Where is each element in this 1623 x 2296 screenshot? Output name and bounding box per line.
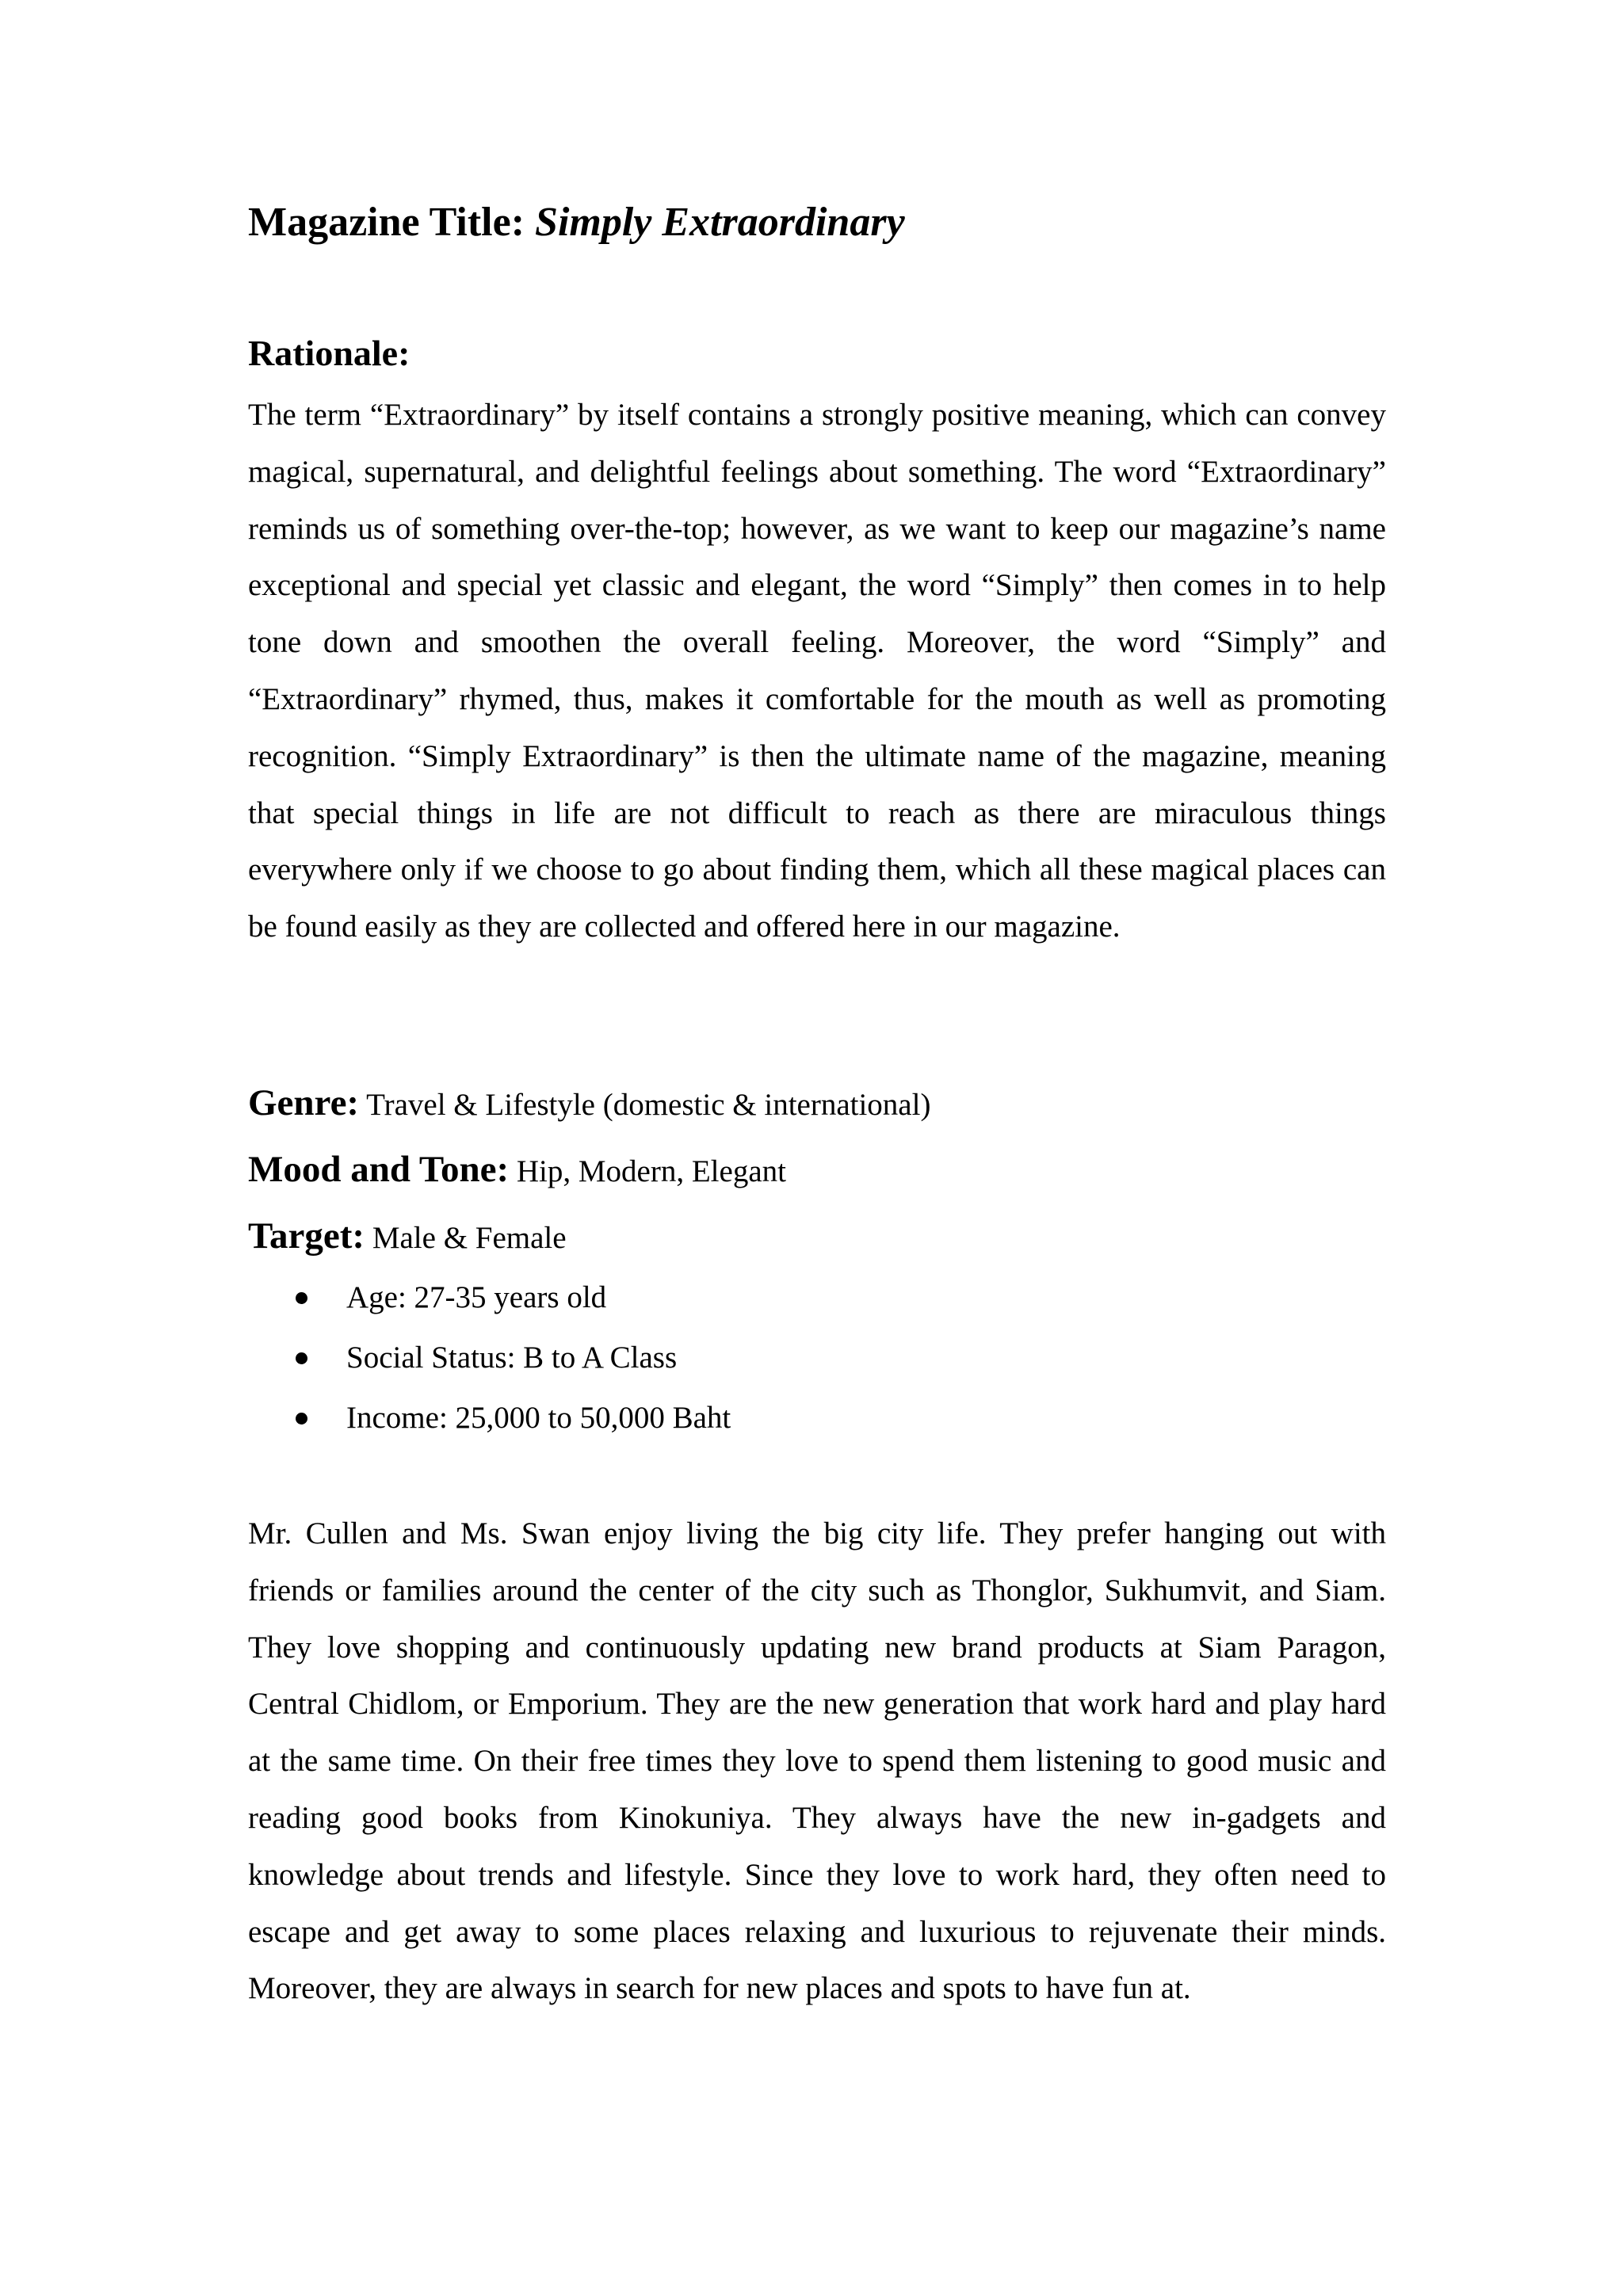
mood-tone-value: Hip, Modern, Elegant [516, 1154, 786, 1188]
bullet-icon [296, 1292, 307, 1304]
target-field [248, 1203, 567, 1272]
bullet-icon [296, 1413, 307, 1425]
list-item [248, 1328, 731, 1388]
bullet-icon [296, 1352, 307, 1364]
target-details-list [248, 1268, 731, 1448]
magazine-title-label: Magazine Title: [248, 200, 525, 245]
magazine-title-name: Simply Extraordinary [535, 200, 905, 245]
genre-value: Travel & Lifestyle (domestic & international) [366, 1088, 931, 1122]
mood-tone-field [248, 1136, 786, 1205]
persona-paragraph: Mr. Cullen and Ms. Swan enjoy living the big city life. They prefer hanging out with friends or families around the center of the city such as Thonglor, Sukhumvit, and Siam. They love shopping and continuously updating new brand products at Siam Paragon, Central Chidlom, or Emporium. They are the new generation that work hard and play hard at the same time. On their free times they love to spend them listening to good music and reading good books from Kinokuniya. They always have the new in-gadgets and knowledge about trends and lifestyle. Since they love to work hard, they often need to escape and get away to some places relaxing and luxurious to rejuvenate their minds. Moreover, they are always in search for new places and spots to have fun at. [248, 1516, 1386, 2006]
list-item [248, 1388, 731, 1448]
target-income: Income: 25,000 to 50,000 Baht [346, 1401, 731, 1435]
magazine-title [248, 194, 905, 251]
rationale-heading: Rationale: [248, 333, 411, 373]
target-age: Age: 27-35 years old [346, 1280, 607, 1314]
target-value: Male & Female [372, 1221, 567, 1255]
target-social-status: Social Status: B to A Class [346, 1341, 678, 1375]
genre-label: Genre: [248, 1082, 360, 1123]
rationale-paragraph: The term “Extraordinary” by itself contains a strongly positive meaning, which can convey magical, supernatural, and delightful feelings about something. The word “Extraordinary” reminds us of something over-the-top; however, as we want to keep our magazine’s name exceptional and special yet classic and elegant, the word “Simply” then comes in to help tone down and smoothen the overall feeling. Moreover, the word “Simply” and “Extraordinary” rhymed, thus, makes it comfortable for the mouth as well as promoting recognition. “Simply Extraordinary” is then the ultimate name of the magazine, meaning that special things in life are not difficult to reach as there are miraculous things everywhere only if we choose to go about finding them, which all these magical places can be found easily as they are collected and offered here in our magazine. [248, 398, 1386, 944]
list-item [248, 1268, 731, 1328]
target-label: Target: [248, 1215, 365, 1257]
mood-tone-label: Mood and Tone: [248, 1149, 510, 1190]
genre-field [248, 1070, 930, 1138]
